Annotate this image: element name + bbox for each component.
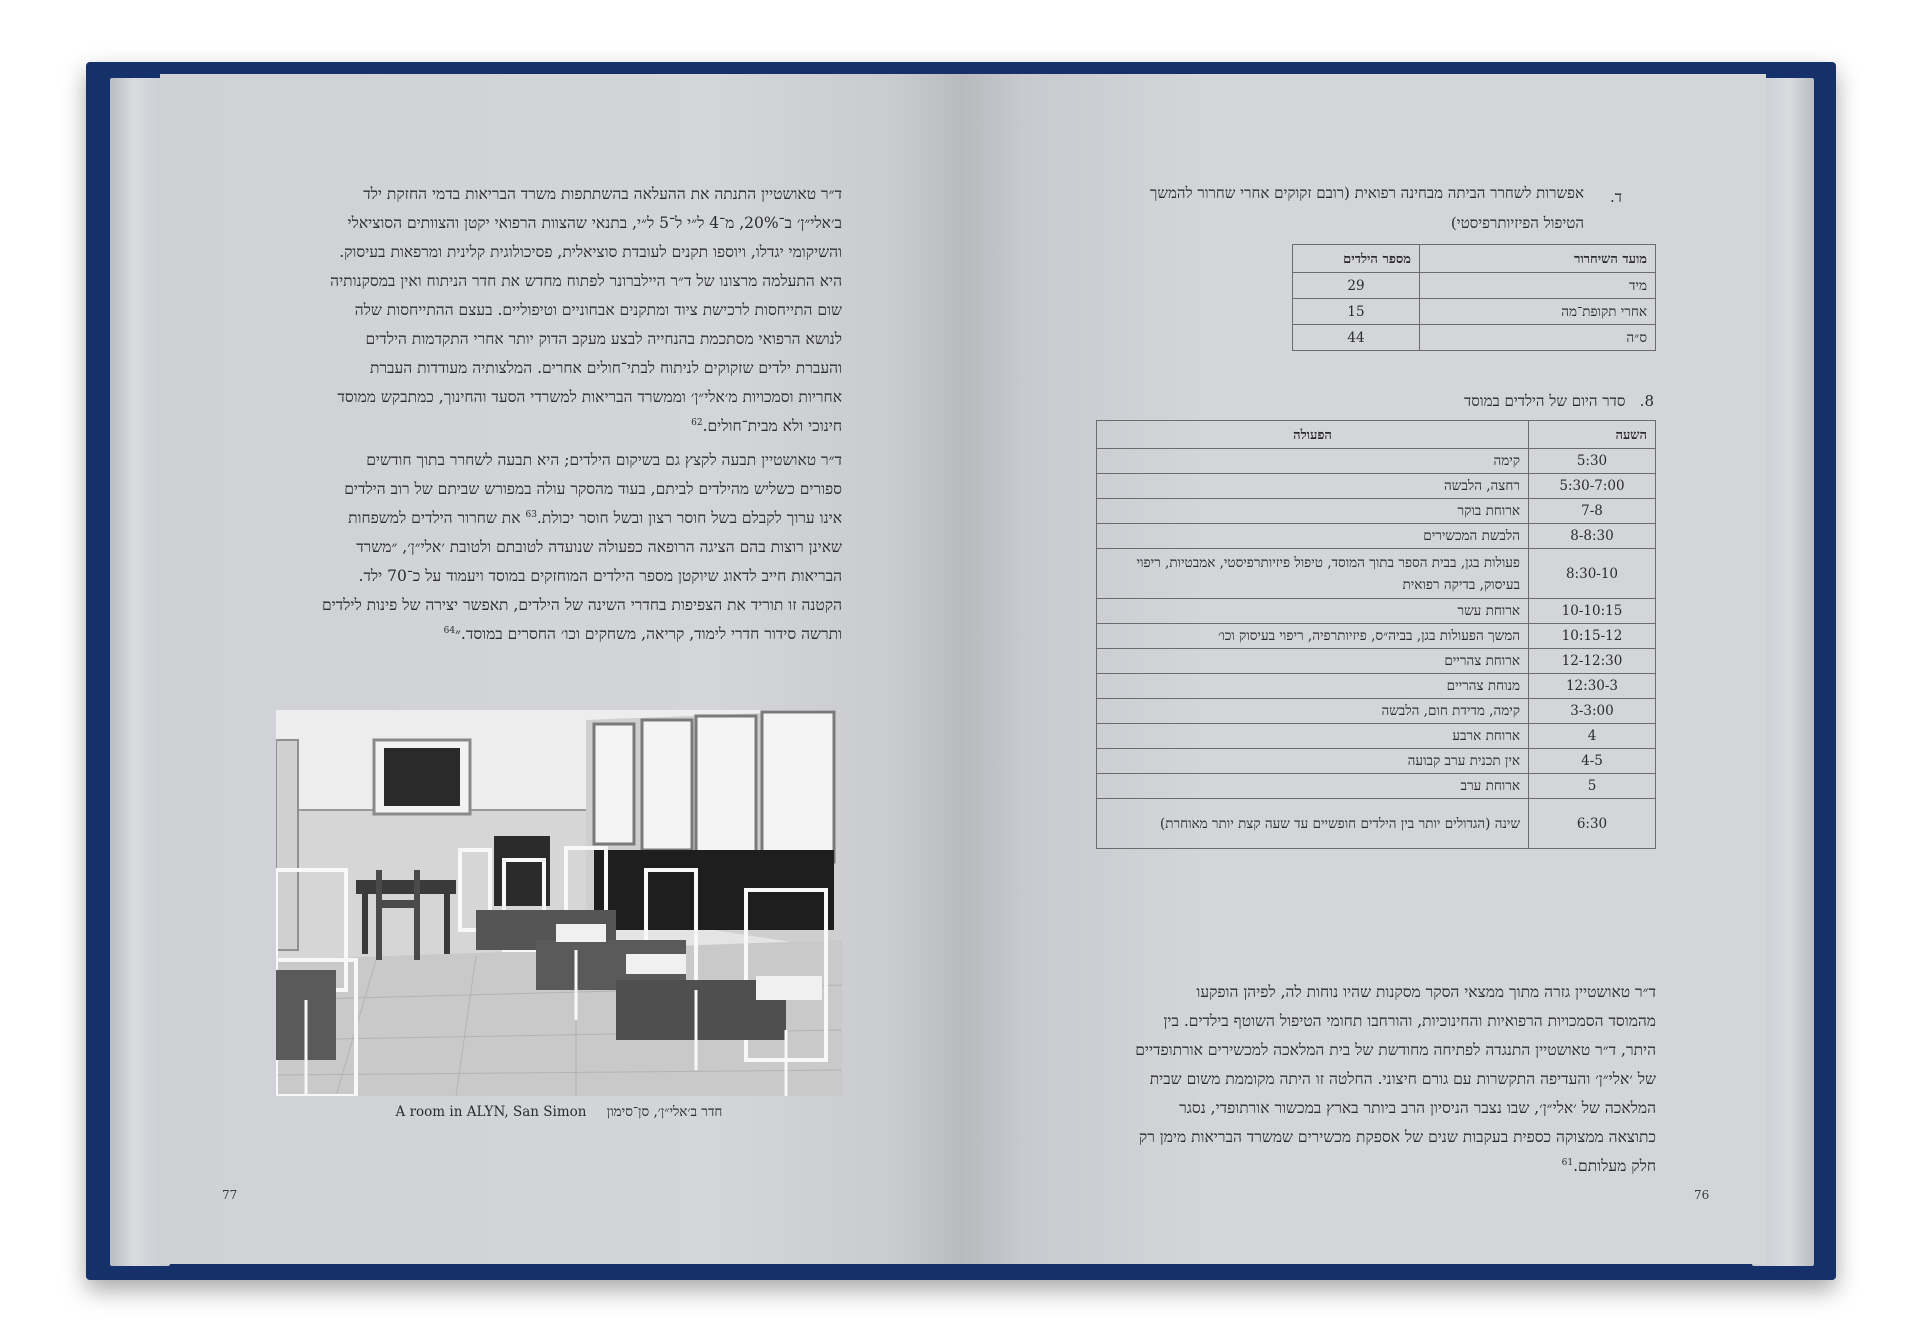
table-row xyxy=(1097,449,1656,474)
footnote-ref: 64 xyxy=(443,625,456,636)
table-cell: קימה xyxy=(1097,449,1529,474)
text-line: היא התעלמה מרצונו של ד״ר היילברונר לפתוח מחדש את חדר הניתוח ואין במסקנותיה xyxy=(330,272,842,290)
page-number-right: 76 xyxy=(1694,1188,1710,1202)
footnote-ref: 61 xyxy=(1561,1157,1574,1168)
table-cell: קימה, מדידת חום, הלבשה xyxy=(1097,699,1529,724)
schedule-table xyxy=(1096,420,1656,849)
table-cell: 29 xyxy=(1293,273,1420,299)
table-cell: ארוחת ערב xyxy=(1097,774,1529,799)
text-line: כתוצאה ממצוקה כספית בעקבות שנים של אספקת מכשירים שמשרד הבריאות מימן רק xyxy=(1138,1128,1656,1146)
text-line: המלאכה של ׳אלי״ן׳, שבו נצבר הניסיון הרב ביותר בארץ במכשור אורתופדי, נסגר xyxy=(1179,1099,1656,1117)
table-cell: 5 xyxy=(1529,774,1656,799)
table-row xyxy=(1097,699,1656,724)
table-cell: ס״ה xyxy=(1420,325,1656,351)
text-line: ד״ר טאושטיין גזרה מתוך ממצאי הסקר מסקנות שהיו נוחות לה, לפיהן הופקעו xyxy=(1196,983,1656,1001)
text-line xyxy=(1084,1152,1656,1181)
table-cell: 3-3:00 xyxy=(1529,699,1656,724)
text-line: ד״ר טאושטיין תבעה לקצץ גם בשיקום הילדים; היא תבעה לשחרר בתוך חודשים xyxy=(366,451,842,469)
footnote-ref: 63 xyxy=(525,509,537,520)
room-photo xyxy=(276,710,842,1096)
photo-caption xyxy=(276,1104,842,1120)
table-cell: 8:30-10 xyxy=(1529,549,1656,599)
text-line: והשיקומי יגדלו, ויוספו תקנים לעובדת סוציאלית, פסיכולוגית קלינית ומרפאות בעיסוק. xyxy=(339,243,842,261)
table-row xyxy=(1097,499,1656,524)
text-line: הטיפול הפיזיותרפיסטי) xyxy=(1450,214,1584,232)
text-fragment: ותרשה סידור חדרי לימוד, קריאה, משחקים וכו׳ החסרים במוסד.״ xyxy=(455,625,842,643)
table-cell: 12:30-3 xyxy=(1529,674,1656,699)
table-cell: 10:15-12 xyxy=(1529,624,1656,649)
list-item-text xyxy=(1084,178,1584,238)
table-row xyxy=(1097,774,1656,799)
table-cell: 4-5 xyxy=(1529,749,1656,774)
table-cell: 12-12:30 xyxy=(1529,649,1656,674)
table-cell: 5:30-7:00 xyxy=(1529,474,1656,499)
table-cell: רחצה, הלבשה xyxy=(1097,474,1529,499)
footnote-ref: 62 xyxy=(691,417,703,428)
section-title xyxy=(1430,392,1654,411)
table-cell: 5:30 xyxy=(1529,449,1656,474)
section-number: 8. xyxy=(1639,392,1654,410)
right-paragraph xyxy=(1084,978,1656,1181)
table-cell: 6:30 xyxy=(1529,799,1656,849)
table-cell: 10-10:15 xyxy=(1529,599,1656,624)
table-row xyxy=(1293,325,1656,351)
table-cell: פעולות בגן, בבית הספר בתוך המוסד, טיפול פיזיותרפיסטי, אמבטיות, ריפוי בעיסוק, בדיקה רפואית xyxy=(1097,549,1529,599)
table-row xyxy=(1293,299,1656,325)
text-line xyxy=(276,504,842,533)
left-paragraph-2 xyxy=(276,446,842,649)
table-cell: מנוחת צהריים xyxy=(1097,674,1529,699)
release-table xyxy=(1292,244,1656,351)
text-line: שאינן רוצות בהם הציגה הרופאה כפעולה שנועדה לטובתם ולטובת ׳אלי״ן׳, ״משרד xyxy=(356,538,842,556)
text-line: ב׳אלי״ן׳ ב־20%, מ־4 ל״י ל־5 ל״י, בתנאי שהצוות הרפואי יקטן והצוותים הסוציאלי xyxy=(347,214,842,232)
table-header: מועד השיחרור xyxy=(1420,245,1656,273)
table-row xyxy=(1097,549,1656,599)
table-cell: 44 xyxy=(1293,325,1420,351)
text-fragment: את שחרור הילדים למשפחות xyxy=(348,509,521,527)
caption-hebrew: חדר ב׳אלי״ן׳, סן־סימון xyxy=(606,1104,723,1120)
text-line: אחריות וסמכויות מ׳אלי״ן׳ וממשרד הבריאות למשרדי הסעד והחינוך, כמתבקש ממוסד xyxy=(337,388,842,406)
text-line: היתר, ד״ר טאושטיין התנגדה לפתיחה מחודשת של בית המלאכה למכשירים אורתופדיים xyxy=(1135,1041,1656,1059)
table-row xyxy=(1097,474,1656,499)
text-line: לנושא הרפואי מסתכמת בהנחייה לבצע מעקב הדוק יותר אחרי התקדמות הילדים xyxy=(365,330,842,348)
table-header: מספר הילדים xyxy=(1293,245,1420,273)
text-fragment: חינוכי ולא מבית־חולים. xyxy=(702,417,842,435)
table-cell: שינה (הגדולים יותר בין הילדים חופשיים עד שעה קצת יותר מאוחרת) xyxy=(1097,799,1529,849)
list-item-letter: ד. xyxy=(1610,188,1622,206)
text-line: ספורים כשליש מהילדים לביתם, בעוד מהסקר עולה במפורש שביתם של רוב הילדים xyxy=(344,480,842,498)
text-fragment: אינו ערוך לקבלם בשל חוסר רצון ובשל חוסר יכולת. xyxy=(536,509,842,527)
table-header-row xyxy=(1097,421,1656,449)
section-heading: סדר היום של הילדים במוסד xyxy=(1463,392,1626,410)
table-cell: אין תכנית ערב קבועה xyxy=(1097,749,1529,774)
table-cell: ארוחת בוקר xyxy=(1097,499,1529,524)
text-line: והעברת ילדים שזקוקים לניתוח לבתי־חולים אחרים. המלצותיה מעודדות העברת xyxy=(369,359,842,377)
left-paragraph-1 xyxy=(276,180,842,441)
table-header: הפעולה xyxy=(1097,421,1529,449)
table-cell: ארוחת עשר xyxy=(1097,599,1529,624)
table-row xyxy=(1097,524,1656,549)
table-cell: 8-8:30 xyxy=(1529,524,1656,549)
table-cell: 4 xyxy=(1529,724,1656,749)
text-line xyxy=(276,412,842,441)
table-row xyxy=(1293,273,1656,299)
table-cell: ארוחת ארבע xyxy=(1097,724,1529,749)
text-line: הקטנה זו תוריד את הצפיפות בחדרי השינה של הילדים, תאפשר יצירה של פינות לילדים xyxy=(321,596,842,614)
text-line: של ׳אלי״ן׳ והעדיפה התקשרות עם גורם חיצוני. החלטה זו היתה מקוממת משום שבית xyxy=(1149,1070,1656,1088)
table-row xyxy=(1097,649,1656,674)
text-line xyxy=(276,620,842,649)
table-row xyxy=(1097,799,1656,849)
text-line: אפשרות לשחרר הביתה מבחינה רפואית (רובם זקוקים אחרי שחרור להמשך xyxy=(1150,184,1584,202)
text-line: הבריאות חייב לדאוג שיוקטן מספר הילדים המוחזקים במוסד ויעמוד על כ־70 ילד. xyxy=(358,567,842,585)
table-cell: מיד xyxy=(1420,273,1656,299)
table-cell: 7-8 xyxy=(1529,499,1656,524)
table-row xyxy=(1097,749,1656,774)
table-row xyxy=(1097,674,1656,699)
table-cell: אחרי תקופת־מה xyxy=(1420,299,1656,325)
text-line: שום התייחסות לרכישת ציוד ומתקנים אבחוניים וטיפוליים. בעצם ההתייחסות שלה xyxy=(354,301,842,319)
table-cell: 15 xyxy=(1293,299,1420,325)
table-row xyxy=(1097,724,1656,749)
table-row xyxy=(1097,599,1656,624)
table-cell: המשך הפעולות בגן, בביה״ס, פיזיותרפיה, ריפוי בעיסוק וכו׳ xyxy=(1097,624,1529,649)
right-page xyxy=(960,74,1766,1264)
table-row xyxy=(1097,624,1656,649)
table-header-row xyxy=(1293,245,1656,273)
table-cell: ארוחת צהריים xyxy=(1097,649,1529,674)
table-cell: הלבשת המכשירים xyxy=(1097,524,1529,549)
page-number-left: 77 xyxy=(222,1188,238,1202)
text-fragment: חלק מעלותם. xyxy=(1573,1157,1656,1175)
caption-english: A room in ALYN, San Simon xyxy=(395,1104,587,1120)
text-line: מהמוסד הסמכויות הרפואיות והחינוכיות, והורחבו תחומי הטיפול השוטף בילדים. בין xyxy=(1163,1012,1656,1030)
text-line: ד״ר טאושטיין התנתה את ההעלאה בהשתתפות משרד הבריאות בדמי החזקת ילד xyxy=(363,185,842,203)
left-page xyxy=(160,74,960,1264)
table-header: השעה xyxy=(1529,421,1656,449)
